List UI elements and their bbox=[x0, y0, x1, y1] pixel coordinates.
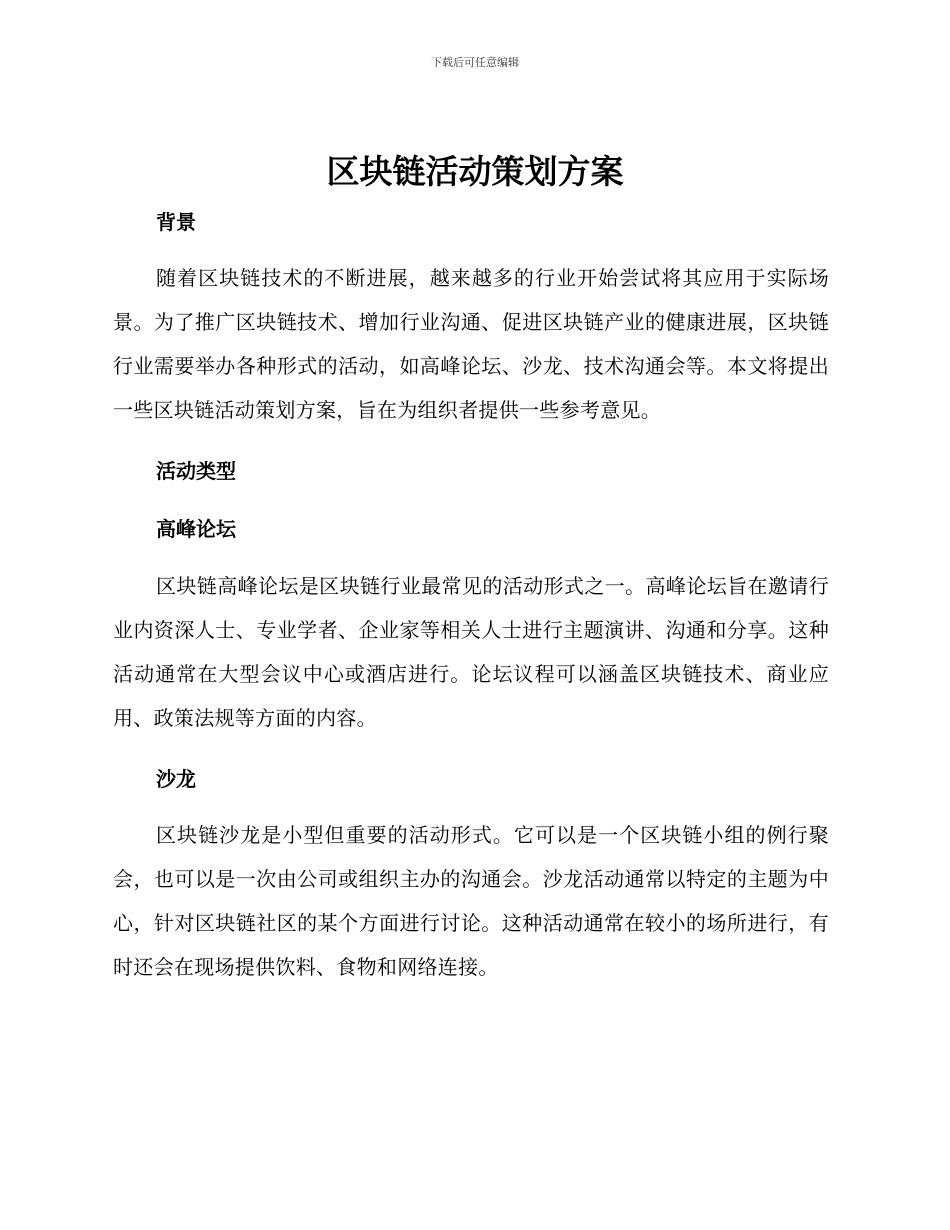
heading-salon: 沙龙 bbox=[156, 767, 196, 791]
document-title: 区块链活动策划方案 bbox=[326, 152, 624, 191]
heading-summit: 高峰论坛 bbox=[156, 517, 236, 541]
paragraph-background: 随着区块链技术的不断进展，越来越多的行业开始尝试将其应用于实际场景。为了推广区块链技术、增加行业沟通、促进区块链产业的健康进展，区块链行业需要举办各种形式的活动，如高峰论坛、沙龙、技术沟通会等。本文将提出一些区块链活动策划方案，旨在为组织者提供一些参考意见。 bbox=[113, 266, 829, 422]
heading-activity-types: 活动类型 bbox=[156, 459, 236, 483]
paragraph-summit: 区块链高峰论坛是区块链行业最常见的活动形式之一。高峰论坛旨在邀请行业内资深人士、专业学者、企业家等相关人士进行主题演讲、沟通和分享。这种活动通常在大型会议中心或酒店进行。论坛议程可以涵盖区块链技术、商业应用、政策法规等方面的内容。 bbox=[113, 574, 829, 730]
paragraph-salon: 区块链沙龙是小型但重要的活动形式。它可以是一个区块链小组的例行聚会，也可以是一次由公司或组织主办的沟通会。沙龙活动通常以特定的主题为中心，针对区块链社区的某个方面进行讨论。这种活动通常在较小的场所进行，有时还会在现场提供饮料、食物和网络连接。 bbox=[113, 823, 829, 979]
heading-background: 背景 bbox=[156, 210, 196, 234]
header-note: 下载后可任意编辑 bbox=[431, 56, 519, 69]
